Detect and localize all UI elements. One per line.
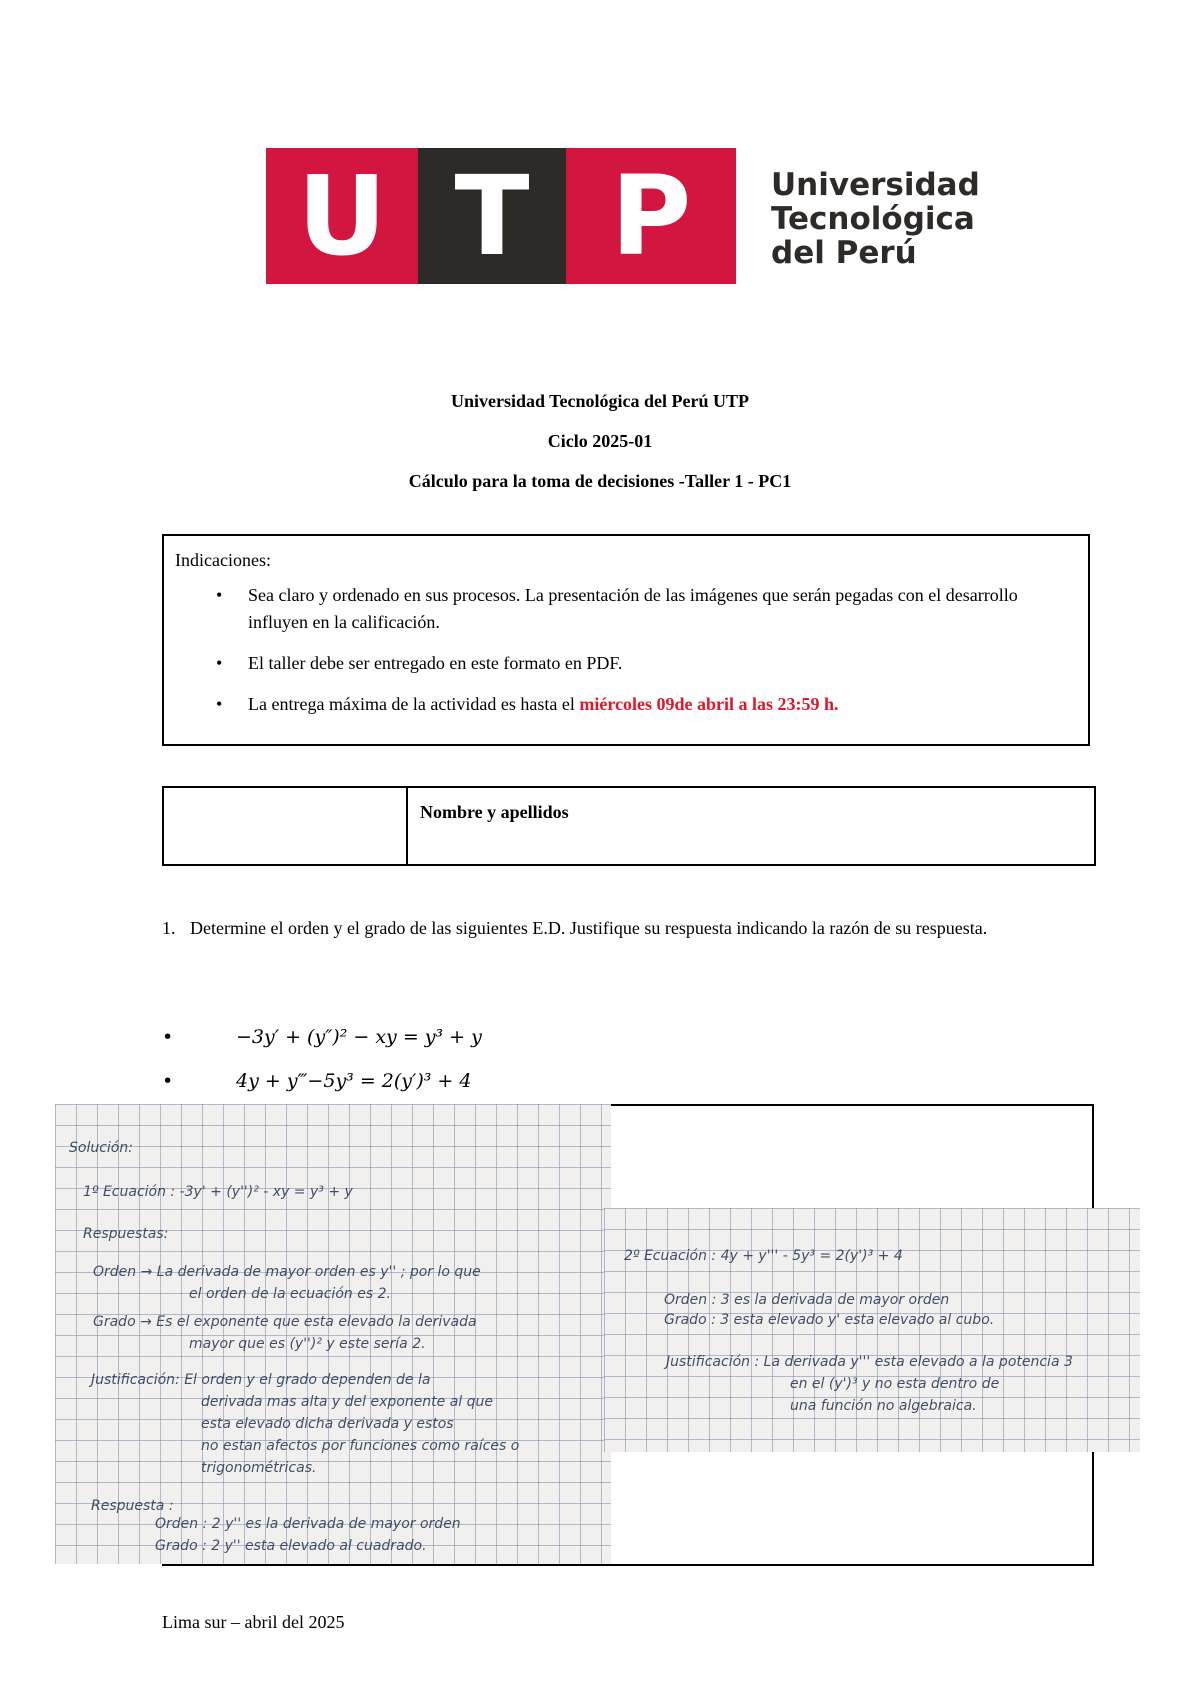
hw2-line-3: Grado : 3 esta elevado y' esta elevado al cubo. — [664, 1312, 995, 1328]
equation-2: 4y + y‴−5y³ = 2(y′)³ + 4 — [236, 1070, 472, 1092]
instructions-box — [162, 534, 1090, 746]
hw1-line-1: Solución: — [69, 1140, 133, 1156]
hw1-line-2: 1º Ecuación : -3y' + (y'')² - xy = y³ + y — [83, 1184, 353, 1200]
hw2-line-5: en el (y')³ y no esta dentro de — [790, 1376, 1000, 1392]
hw1-line-11: no estan afectos por funciones como raíces o — [201, 1438, 520, 1454]
handwritten-solution-image-1 — [55, 1104, 611, 1564]
deadline-highlight: miércoles 09de abril a las 23:59 h. — [579, 694, 839, 714]
instruction-item-3 — [248, 691, 1068, 718]
logo-letter-t: T — [454, 152, 530, 280]
equation-1: −3y′ + (y″)² − xy = y³ + y — [236, 1026, 482, 1048]
utp-logo — [266, 148, 986, 284]
hw2-line-2: Orden : 3 es la derivada de mayor orden — [664, 1292, 950, 1308]
logo-block-p — [566, 148, 736, 284]
footer-location-date: Lima sur – abril del 2025 — [162, 1612, 345, 1632]
cycle-title: Ciclo 2025-01 — [547, 431, 653, 451]
logo-name-line-2: Tecnológica — [771, 201, 975, 237]
hw1-line-13: Respuesta : — [91, 1498, 174, 1514]
university-title: Universidad Tecnológica del Perú UTP — [450, 391, 749, 411]
hw1-line-5: el orden de la ecuación es 2. — [189, 1286, 391, 1302]
name-label: Nombre y apellidos — [420, 802, 569, 822]
hw1-line-4: Orden → La derivada de mayor orden es y'' ; por lo que — [93, 1264, 481, 1280]
instruction-item-2: • El taller debe ser entregado en este formato en PDF. — [248, 650, 1068, 677]
hw1-line-15: Grado : 2 y'' esta elevado al cuadrado. — [155, 1538, 427, 1554]
hw1-line-12: trigonométricas. — [201, 1460, 317, 1476]
logo-letter-u: U — [297, 152, 387, 280]
hw1-line-14: Orden : 2 y'' es la derivada de mayor orden — [155, 1516, 461, 1532]
logo-block-t — [418, 148, 566, 284]
hw1-line-8: Justificación: El orden y el grado dependen de la — [91, 1372, 431, 1388]
instruction-item-1: • Sea claro y ordenado en sus procesos. La presentación de las imágenes que serán pegadas con el desarrollo influyen en la calificación. — [248, 582, 1068, 636]
hw1-line-10: esta elevado dicha derivada y estos — [201, 1416, 454, 1432]
bullet-icon: • — [162, 1070, 174, 1092]
hw1-line-9: derivada mas alta y del exponente al que — [201, 1394, 494, 1410]
logo-letter-p: P — [610, 152, 692, 280]
hw2-line-1: 2º Ecuación : 4y + y''' - 5y³ = 2(y')³ + 4 — [624, 1248, 903, 1264]
logo-wordmark — [771, 168, 980, 270]
instruction-3-text: La entrega máxima de la actividad es hasta el — [248, 694, 580, 714]
hw1-line-7: mayor que es (y'')² y este sería 2. — [189, 1336, 426, 1352]
table-divider — [406, 788, 408, 864]
hw2-line-6: una función no algebraica. — [790, 1398, 977, 1414]
instructions-title: Indicaciones: — [175, 550, 271, 570]
hw1-line-6: Grado → Es el exponente que esta elevado la derivada — [93, 1314, 477, 1330]
handwritten-solution-image-2 — [604, 1208, 1140, 1452]
logo-name-line-1: Universidad — [771, 167, 980, 203]
course-title: Cálculo para la toma de decisiones -Taller 1 - PC1 — [408, 471, 792, 491]
instructions-list — [164, 582, 1088, 732]
student-name-table — [162, 786, 1096, 866]
logo-name-line-3: del Perú — [771, 235, 917, 271]
logo-block-u — [266, 148, 418, 284]
question-text: Determine el orden y el grado de las siguientes E.D. Justifique su respuesta indicando la razón de su respuesta. — [190, 918, 988, 938]
hw1-line-3: Respuestas: — [83, 1226, 169, 1242]
hw2-line-4: Justificación : La derivada y''' esta elevado a la potencia 3 — [666, 1354, 1073, 1370]
question-number: 1. — [162, 918, 176, 938]
bullet-icon: • — [162, 1026, 174, 1048]
